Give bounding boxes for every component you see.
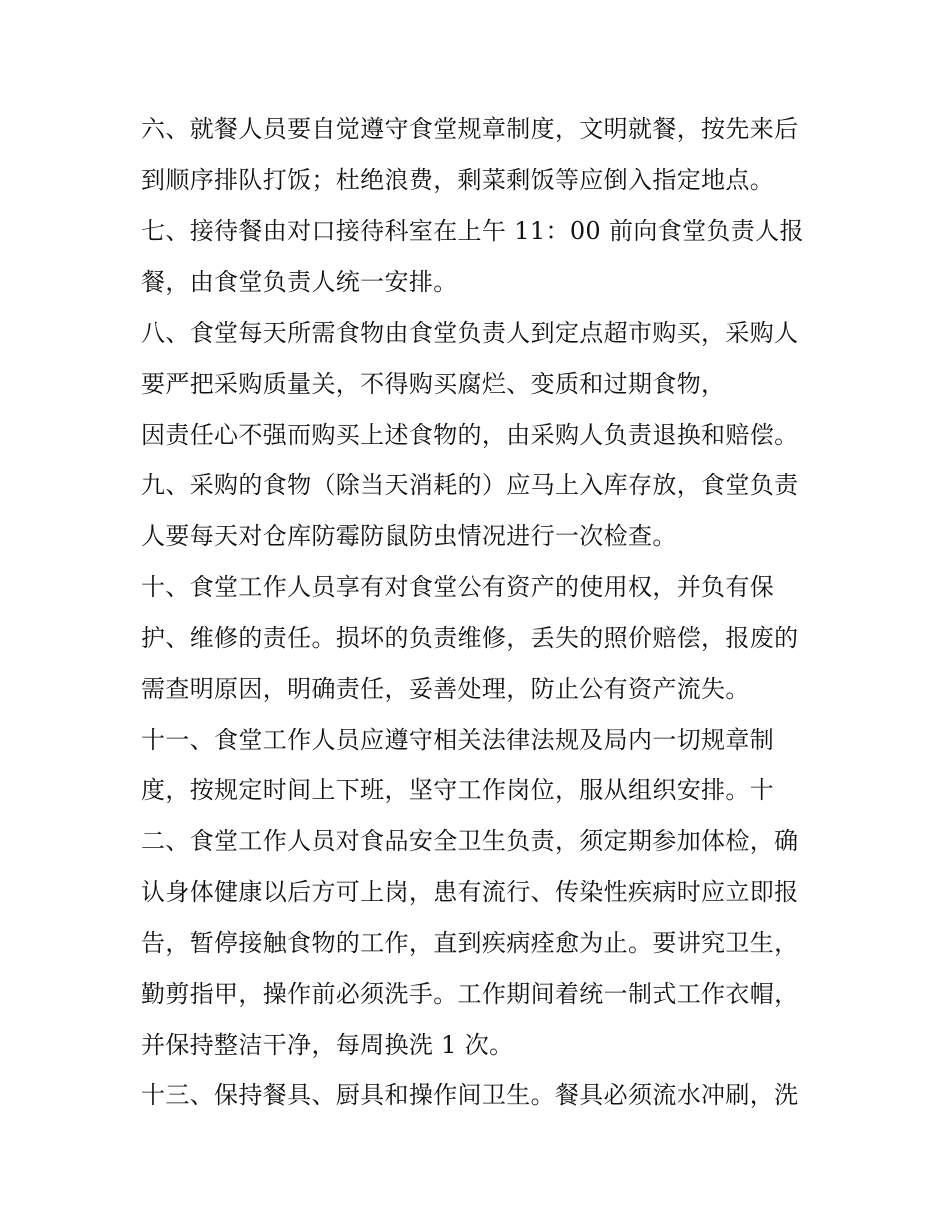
text-line: 到顺序排队打饭；杜绝浪费，剩菜剩饭等应倒入指定地点。 xyxy=(141,166,775,194)
text-line: 十一、食堂工作人员应遵守相关法律法规及局内一切规章制 xyxy=(141,726,775,754)
text-line: 勤剪指甲，操作前必须洗手。工作期间着统一制式工作衣帽， xyxy=(141,980,799,1008)
text-line: 七、接待餐由对口接待科室在上午 11：00 前向食堂负责人报 xyxy=(141,217,804,245)
text-line: 并保持整洁干净，每周换洗 1 次。 xyxy=(141,1031,514,1059)
text-line: 九、采购的食物（除当天消耗的）应马上入库存放，食堂负责 xyxy=(141,471,799,499)
text-line: 十、食堂工作人员享有对食堂公有资产的使用权，并负有保 xyxy=(141,573,775,601)
text-line: 度，按规定时间上下班，坚守工作岗位，服从组织安排。十 xyxy=(141,776,775,804)
text-line: 餐，由食堂负责人统一安排。 xyxy=(141,268,458,296)
text-line: 要严把采购质量关，不得购买腐烂、变质和过期食物， xyxy=(141,370,726,398)
text-line: 二、食堂工作人员对食品安全卫生负责，须定期参加体检，确 xyxy=(141,827,799,855)
text-line: 人要每天对仓库防霉防鼠防虫情况进行一次检查。 xyxy=(141,522,677,550)
text-line: 十三、保持餐具、厨具和操作间卫生。餐具必须流水冲刷，洗 xyxy=(141,1081,799,1109)
text-line: 告，暂停接触食物的工作，直到疾病痊愈为止。要讲究卫生， xyxy=(141,929,799,957)
text-line: 因责任心不强而购买上述食物的，由采购人负责退换和赔偿。 xyxy=(141,421,799,449)
text-line: 六、就餐人员要自觉遵守食堂规章制度，文明就餐，按先来后 xyxy=(141,115,799,143)
text-line: 需查明原因，明确责任，妥善处理，防止公有资产流失。 xyxy=(141,675,750,703)
text-line: 认身体健康以后方可上岗，患有流行、传染性疾病时应立即报 xyxy=(141,878,799,906)
text-line: 护、维修的责任。损坏的负责维修，丢失的照价赔偿，报废的 xyxy=(141,624,799,652)
text-line: 八、食堂每天所需食物由食堂负责人到定点超市购买，采购人 xyxy=(141,319,799,347)
